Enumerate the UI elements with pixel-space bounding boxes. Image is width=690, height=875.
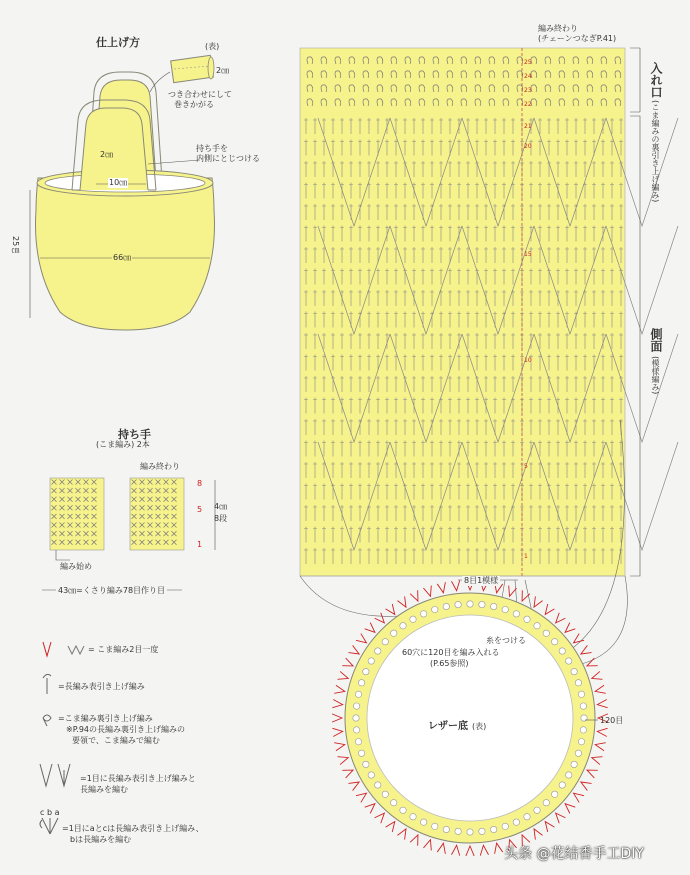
legend-item-3b: ※P.94の長編み裏引き上げ編みの: [66, 725, 186, 734]
base-title-text: レザー底: [428, 721, 468, 732]
base-hole: [580, 703, 586, 709]
base-hole: [543, 800, 549, 806]
repeat-label: 8目1模様: [464, 576, 499, 585]
base-stitch: [437, 582, 445, 593]
base-stitch: [574, 793, 584, 802]
base-hole: [479, 828, 485, 834]
body-row-20: 20: [524, 143, 532, 150]
base-hole: [513, 611, 519, 617]
base-stitch: [332, 728, 342, 736]
opening-sub: (こま編みの裏引き上げ編み): [651, 100, 660, 203]
base-stitch: [334, 685, 345, 693]
base-hole: [578, 691, 584, 697]
handle-row-1: 1: [197, 540, 203, 549]
handle-width-label: 2㎝: [216, 66, 230, 75]
legend-item-5a: =1目にaとcは長編み表引き上げ編み、: [62, 824, 204, 833]
watermark: 头条 @花结香手工DIY: [504, 846, 644, 862]
body-row-1: 1: [524, 553, 528, 560]
base-stitch: [410, 590, 418, 601]
attach-label: 糸をつける: [486, 636, 526, 645]
base-stitch: [587, 770, 598, 778]
base-stitch: [423, 840, 431, 851]
side-title: 側面: [649, 328, 663, 352]
body-chart: [300, 48, 678, 580]
base-hole: [420, 819, 426, 825]
base-title: [428, 717, 486, 732]
base-hole: [534, 623, 540, 629]
base-stitch: [365, 804, 375, 814]
body-row-24: 24: [524, 73, 532, 80]
base-hole: [578, 739, 584, 745]
base-hole: [363, 668, 369, 674]
outside-label: (表): [205, 42, 220, 51]
base-hole: [524, 616, 530, 622]
body-row-22: 22: [524, 101, 532, 108]
base-hole: [524, 814, 530, 820]
base-stitch: [348, 645, 359, 654]
base-stitch: [423, 586, 431, 597]
base-hole: [358, 680, 364, 686]
base-hole: [552, 639, 558, 645]
base-hole: [455, 601, 461, 607]
height-label: 25㎝: [11, 236, 20, 255]
base-stitch: [581, 782, 592, 791]
base-hole: [432, 823, 438, 829]
base-stitch: [365, 623, 375, 633]
base-stitch: [574, 634, 584, 643]
handle-title: 持ち手: [118, 428, 151, 441]
base-hole: [368, 658, 374, 664]
base-hole: [443, 826, 449, 832]
base-stitch: [556, 813, 566, 823]
wrap-note-2: 巻きかがる: [174, 100, 214, 109]
base-stitch: [410, 835, 418, 846]
base-hole: [566, 772, 572, 778]
base-hole: [400, 623, 406, 629]
base-hole: [382, 639, 388, 645]
legend-item-3c: 要領で、こま編みで編む: [72, 736, 160, 745]
attach-note-2: 内側にとじつける: [196, 154, 260, 163]
base-hole: [358, 750, 364, 756]
base-stitch: [375, 813, 385, 823]
base-stitch: [495, 843, 503, 854]
base-hole: [543, 630, 549, 636]
chain-note: 43㎝=くさり編み78目作り目: [58, 586, 166, 595]
legend-item-2: =長編み表引き上げ編み: [58, 682, 145, 691]
body-row-21: 21: [524, 123, 532, 130]
base-hole: [467, 601, 473, 607]
side-sub: (模様編み): [651, 356, 660, 395]
handle-row-8: 8: [197, 479, 203, 488]
base-stitch: [451, 580, 459, 590]
base-hole: [491, 603, 497, 609]
base-hole: [391, 630, 397, 636]
base-stitch: [375, 613, 385, 623]
base-hole: [410, 616, 416, 622]
body-end-ref: (チェーンつなぎP.41): [538, 34, 617, 43]
insert-note-2: (P.65参照): [430, 659, 469, 668]
legend-item-4a: =1目に長編み表引き上げ編みと: [80, 774, 196, 783]
gap-label: 10㎝: [109, 178, 128, 187]
base-hole: [571, 668, 577, 674]
base-hole: [502, 606, 508, 612]
base-stitch: [592, 671, 603, 679]
base-hole: [375, 782, 381, 788]
base-stitches: 120目: [600, 716, 624, 725]
handle-end-label: 編み終わり: [140, 462, 180, 471]
base-hole: [443, 603, 449, 609]
base-stitch: [592, 757, 603, 765]
base-hole: [363, 761, 369, 767]
base-hole: [391, 800, 397, 806]
base-stitch: [545, 604, 554, 614]
wrap-note-1: つき合わせにして: [168, 90, 232, 99]
opening-title: 入れ口: [649, 62, 663, 98]
handle-start-label: 編み始め: [60, 562, 92, 571]
handle-detail: [171, 55, 214, 82]
handle-subtitle: (こま編み) 2本: [96, 440, 150, 449]
base-hole: [355, 691, 361, 697]
base-stitch: [581, 645, 592, 654]
base-stitch: [597, 699, 607, 707]
insert-note-1: 60穴に120目を編み入れる: [402, 648, 500, 657]
body-row-5: 5: [524, 463, 528, 470]
base-hole: [353, 727, 359, 733]
legend-item-5-letters: c b a: [40, 808, 60, 817]
base-stitch: [397, 596, 406, 607]
base-hole: [479, 601, 485, 607]
base-hole: [575, 750, 581, 756]
base-stitch: [595, 685, 606, 693]
base-hole: [355, 739, 361, 745]
base-stitch: [534, 596, 543, 607]
handle-chart: [42, 478, 215, 590]
base-stitch: [565, 623, 575, 633]
base-stitch: [342, 658, 353, 666]
attach-note-1: 持ち手を: [196, 144, 228, 153]
legend-item-1: = こま編み2目一度: [88, 645, 159, 654]
base-hole: [432, 606, 438, 612]
handle-rows: 8段: [214, 514, 228, 523]
base-stitch: [565, 804, 575, 814]
base-stitch: [332, 699, 342, 707]
base-stitch: [338, 757, 349, 765]
base-stitch: [386, 604, 395, 614]
base-hole: [467, 829, 473, 835]
base-hole: [420, 611, 426, 617]
handle-height: 4㎝: [214, 502, 228, 511]
circumference-label: 66㎝: [113, 253, 132, 262]
base-hole: [382, 791, 388, 797]
base-stitch: [451, 845, 459, 855]
base-stitch: [332, 714, 342, 722]
body-row-10: 10: [524, 357, 532, 364]
base-hole: [534, 807, 540, 813]
base-hole: [353, 715, 359, 721]
base-stitch: [342, 770, 353, 778]
handle-width-small: 2㎝: [100, 150, 114, 159]
base-hole: [566, 658, 572, 664]
base-stitch: [397, 829, 406, 840]
base-hole: [571, 761, 577, 767]
base-stitch: [334, 743, 345, 751]
base-hole: [575, 680, 581, 686]
legend-item-4b: 長編みを編む: [80, 785, 128, 794]
body-row-23: 23: [524, 87, 532, 94]
base-stitch: [437, 843, 445, 854]
base-hole: [368, 772, 374, 778]
base-hole: [400, 807, 406, 813]
base-stitch: [587, 658, 598, 666]
finish-title: 仕上げ方: [96, 36, 140, 49]
base-stitch: [348, 782, 359, 791]
base-stitch: [595, 743, 606, 751]
base-stitch: [534, 829, 543, 840]
base-hole: [580, 727, 586, 733]
base-stitch: [545, 822, 554, 832]
base-stitch: [556, 613, 566, 623]
legend-item-3a: =こま編み裏引き上げ編み: [58, 714, 153, 723]
base-stitch: [480, 845, 488, 855]
base-stitch: [356, 634, 366, 643]
base-hole: [559, 648, 565, 654]
base-hole: [375, 648, 381, 654]
base-title-side: (表): [472, 722, 487, 731]
base-hole: [552, 791, 558, 797]
base-stitch: [466, 846, 474, 856]
base-hole: [491, 826, 497, 832]
base-stitch: [338, 671, 349, 679]
base-hole: [502, 823, 508, 829]
base-stitch: [386, 822, 395, 832]
base-hole: [353, 703, 359, 709]
base-stitch: [597, 728, 607, 736]
body-row-15: 15: [524, 251, 532, 258]
handle-row-5: 5: [197, 505, 203, 514]
legend-item-5b: bは長編みを編む: [70, 835, 132, 844]
base-stitch: [356, 793, 366, 802]
body-row-25: 25: [524, 59, 532, 66]
base-hole: [410, 814, 416, 820]
base-hole: [559, 782, 565, 788]
base-hole: [513, 819, 519, 825]
body-end-label: 編み終わり: [538, 24, 578, 33]
base-hole: [455, 828, 461, 834]
